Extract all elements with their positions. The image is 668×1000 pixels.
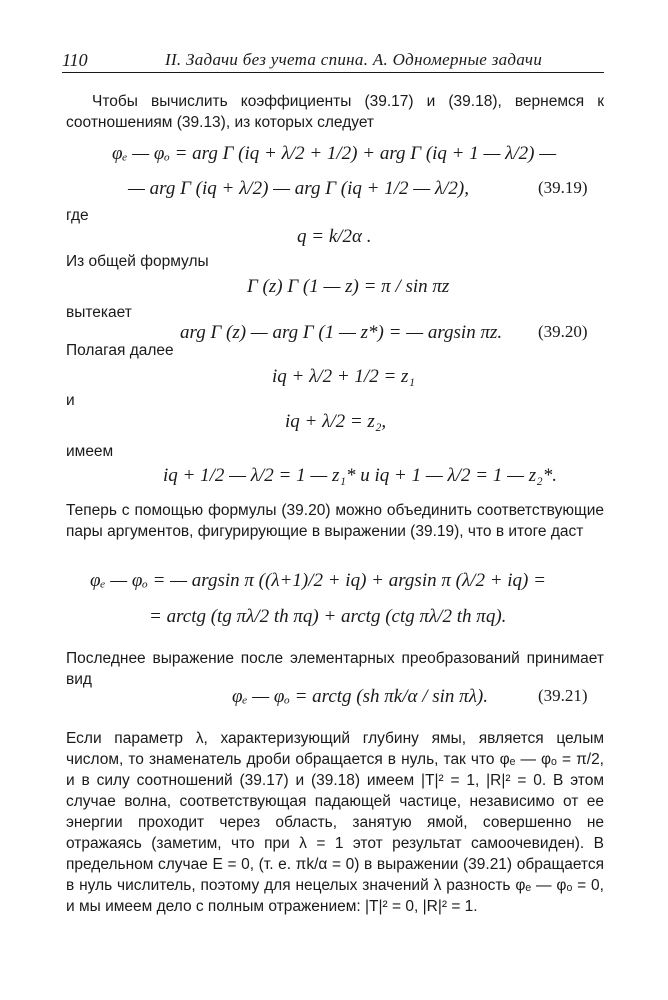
paragraph-conclusion: Если параметр λ, характеризующий глубину ямы, является целым числом, то знаменатель дроби обращается в нуль, так что φₑ — φₒ = π/2, и в силу соотношений (39.17) и (39.18) имеем |T|² = 1, |R|² = 0. В этом случае волна, соответствующая падающей частице, независимо от ее энергии проходит через область, занятую ямой, совершенно не отражаясь (заметим, что при λ = 1 этот результат самоочевиден). В предельном случае E = 0, (т. е. πk/α = 0) в выражении (39.21) обращается в нуль числитель, поэтому для нецелых значений λ разность φₑ — φₒ = 0, и мы имеем дело с полным отражением: |T|² = 0, |R|² = 1. (66, 730, 604, 915)
equation-label-39-21: (39.21) (538, 686, 588, 705)
equation-combined-line2: = arctg (tg πλ/2 th πq) + arctg (ctg πλ/2 th πq). (149, 606, 507, 627)
equation-combined-line1: φₑ — φₒ = — argsin π ((λ+1)/2 + iq) + argsin π (λ/2 + iq) = (90, 570, 546, 591)
equation-gamma-reflection: Γ (z) Γ (1 — z) = π / sin πz (247, 276, 450, 297)
text-where: где (66, 207, 89, 224)
equation-conjugate-relations: iq + 1/2 — λ/2 = 1 — z₁* и iq + 1 — λ/2 = 1 — z₂*. (163, 465, 557, 486)
paragraph-intro: Чтобы вычислить коэффициенты (39.17) и (39.18), вернемся к соотношениям (39.13), из которых следует (66, 93, 604, 131)
equation-39-19-line1: φₑ — φₒ = arg Γ (iq + λ/2 + 1/2) + arg Γ (iq + 1 — λ/2) — (112, 143, 557, 164)
page-number: 110 (62, 50, 88, 70)
equation-z2-definition: iq + λ/2 = z₂, (285, 411, 387, 432)
text-we-have: имеем (66, 443, 114, 460)
paragraph-final-form: Последнее выражение после элементарных преобразований принимает вид (66, 650, 604, 688)
equation-label-39-20: (39.20) (538, 322, 588, 341)
text-setting-further: Полагая далее (66, 342, 174, 359)
paragraph-combine: Теперь с помощью формулы (39.20) можно объединить соответствующие пары аргументов, фигурирующие в выражении (39.19), что в итоге даст (66, 502, 604, 540)
header-rule (62, 72, 604, 73)
text-from-general-formula: Из общей формулы (66, 253, 209, 270)
equation-39-19-line2: — arg Γ (iq + λ/2) — arg Γ (iq + 1/2 — λ/2), (128, 178, 469, 199)
running-title: II. Задачи без учета спина. А. Одномерные задачи (165, 50, 543, 69)
equation-39-21: φₑ — φₒ = arctg (sh πk/α / sin πλ). (232, 686, 488, 707)
equation-z1-definition: iq + λ/2 + 1/2 = z₁ (272, 366, 416, 387)
equation-label-39-19: (39.19) (538, 178, 588, 197)
equation-39-20: arg Γ (z) — arg Γ (1 — z*) = — argsin πz. (180, 322, 503, 343)
text-follows: вытекает (66, 304, 132, 321)
text-and: и (66, 392, 75, 409)
equation-q-definition: q = k/2α . (297, 226, 372, 247)
